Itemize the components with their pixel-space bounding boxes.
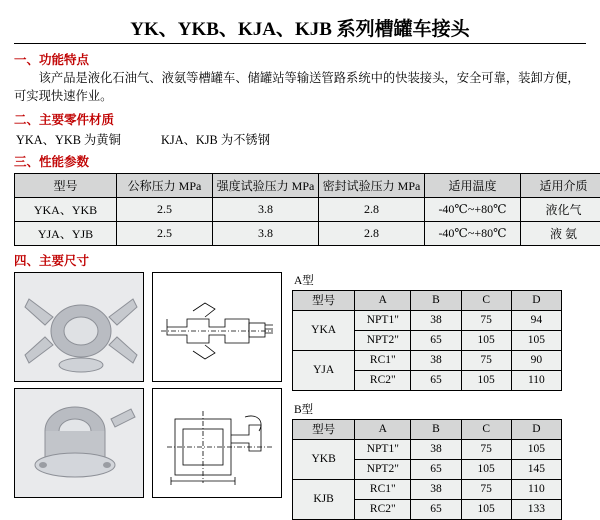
cell-strength-test-pressure: 3.8 <box>213 221 319 245</box>
table-row <box>293 439 562 459</box>
cell-strength-test-pressure: 3.8 <box>213 197 319 221</box>
col-b: B <box>411 290 461 310</box>
cell-medium: 液化气 <box>521 197 600 221</box>
cell-c: 75 <box>461 479 511 499</box>
cell-d: 105 <box>511 439 561 459</box>
cell-d: 94 <box>511 310 561 330</box>
col-c: C <box>461 419 511 439</box>
cell-model: YJA、YJB <box>15 221 117 245</box>
col-b: B <box>411 419 461 439</box>
cell-nominal-pressure: 2.5 <box>117 197 213 221</box>
materials-stainless: KJA、KJB 为不锈钢 <box>161 133 270 147</box>
cell-b: 38 <box>411 350 461 370</box>
cell-b: 65 <box>411 499 461 519</box>
coupling-photo-type-b <box>14 388 144 498</box>
cell-d: 110 <box>511 479 561 499</box>
cell-c: 75 <box>461 439 511 459</box>
materials-brass: YKA、YKB 为黄铜 <box>16 133 121 147</box>
type-b-block <box>292 401 576 520</box>
cell-b: 65 <box>411 330 461 350</box>
table-header-row <box>293 419 562 439</box>
cell-c: 105 <box>461 370 511 390</box>
cell-b: 38 <box>411 479 461 499</box>
cell-temperature: -40℃~+80℃ <box>425 197 521 221</box>
cell-nominal-pressure: 2.5 <box>117 221 213 245</box>
coupling-drawing-type-b <box>152 388 282 498</box>
photo-row-type-b <box>14 388 286 498</box>
col-c: C <box>461 290 511 310</box>
col-d: D <box>511 419 561 439</box>
cell-temperature: -40℃~+80℃ <box>425 221 521 245</box>
cell-c: 75 <box>461 310 511 330</box>
cell-b: 38 <box>411 310 461 330</box>
cell-medium: 液 氨 <box>521 221 600 245</box>
cell-seal-test-pressure: 2.8 <box>319 221 425 245</box>
cell-d: 105 <box>511 330 561 350</box>
features-paragraph: 该产品是液化石油气、液氨等槽罐车、储罐站等输送管路系统中的快装接头，安全可靠，装卸方便，可实现快速作业。 <box>14 70 586 106</box>
section-heading-dimensions: 四、主要尺寸 <box>14 251 586 269</box>
col-seal-test-pressure: 密封试验压力 MPa <box>319 173 425 197</box>
dimensions-layout <box>14 272 586 520</box>
col-nominal-pressure: 公称压力 MPa <box>117 173 213 197</box>
cell-a: RC1" <box>355 350 411 370</box>
cell-c: 105 <box>461 499 511 519</box>
col-a: A <box>355 290 411 310</box>
col-model: 型号 <box>15 173 117 197</box>
photo-row-type-a <box>14 272 286 382</box>
cell-model: YKA、YKB <box>15 197 117 221</box>
section-heading-features: 一、功能特点 <box>14 50 586 68</box>
type-a-table <box>292 290 562 391</box>
cell-model: YJA <box>293 350 355 390</box>
cell-d: 145 <box>511 459 561 479</box>
table-row <box>293 310 562 330</box>
cell-model: YKB <box>293 439 355 479</box>
performance-table <box>14 173 600 246</box>
cell-model: KJB <box>293 479 355 519</box>
col-model: 型号 <box>293 419 355 439</box>
cell-a: NPT1" <box>355 439 411 459</box>
table-header-row <box>15 173 600 197</box>
table-header-row <box>293 290 562 310</box>
col-model: 型号 <box>293 290 355 310</box>
col-medium: 适用介质 <box>521 173 600 197</box>
coupling-photo-type-a <box>14 272 144 382</box>
type-b-label: B型 <box>294 401 576 417</box>
coupling-drawing-type-a <box>152 272 282 382</box>
cell-a: NPT1" <box>355 310 411 330</box>
table-row <box>293 350 562 370</box>
cell-seal-test-pressure: 2.8 <box>319 197 425 221</box>
col-temperature: 适用温度 <box>425 173 521 197</box>
cell-a: NPT2" <box>355 330 411 350</box>
table-row <box>293 479 562 499</box>
cell-d: 133 <box>511 499 561 519</box>
cell-d: 110 <box>511 370 561 390</box>
col-d: D <box>511 290 561 310</box>
cell-b: 65 <box>411 370 461 390</box>
cell-c: 105 <box>461 459 511 479</box>
col-a: A <box>355 419 411 439</box>
cell-b: 65 <box>411 459 461 479</box>
cell-a: RC2" <box>355 370 411 390</box>
title-divider <box>14 43 586 44</box>
cell-model: YKA <box>293 310 355 350</box>
page-title: YK、YKB、KJA、KJB 系列槽罐车接头 <box>14 14 586 41</box>
type-b-table <box>292 419 562 520</box>
table-row <box>15 197 600 221</box>
section-heading-materials: 二、主要零件材质 <box>14 110 586 128</box>
section-heading-performance: 三、性能参数 <box>14 152 586 170</box>
cell-c: 75 <box>461 350 511 370</box>
cell-d: 90 <box>511 350 561 370</box>
cell-c: 105 <box>461 330 511 350</box>
cell-a: RC2" <box>355 499 411 519</box>
materials-line <box>14 130 586 148</box>
cell-a: NPT2" <box>355 459 411 479</box>
table-row <box>15 221 600 245</box>
tables-column <box>286 272 576 520</box>
col-strength-test-pressure: 强度试验压力 MPa <box>213 173 319 197</box>
cell-b: 38 <box>411 439 461 459</box>
type-a-label: A型 <box>294 272 576 288</box>
images-column <box>14 272 286 520</box>
cell-a: RC1" <box>355 479 411 499</box>
